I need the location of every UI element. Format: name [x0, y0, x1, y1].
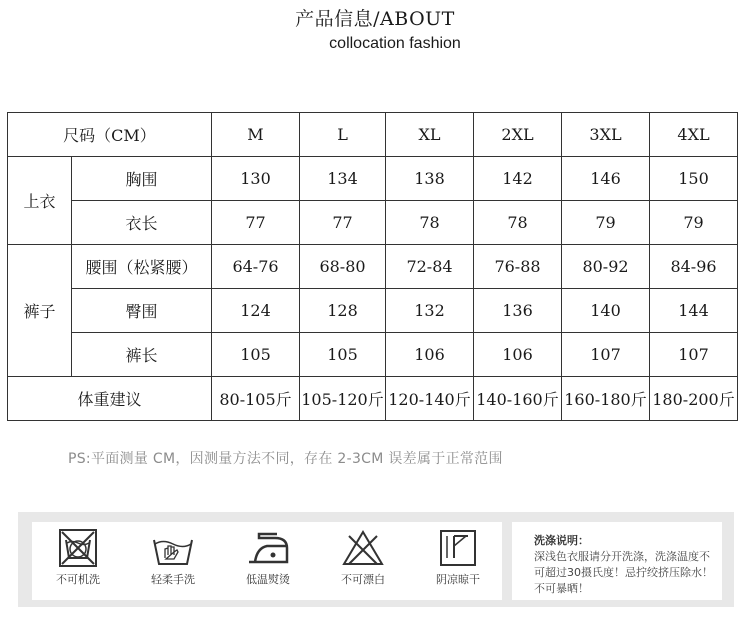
care-item [418, 528, 498, 587]
size-header-cell: XL [386, 113, 474, 157]
group-label: 裤子 [8, 245, 72, 377]
care-label: 不可漂白 [341, 573, 385, 586]
table-cell: 130 [212, 157, 300, 201]
row-label: 臀围 [72, 289, 212, 333]
low-temp-iron-icon [245, 528, 291, 568]
weight-row [8, 377, 738, 421]
table-cell: 78 [386, 201, 474, 245]
table-cell: 77 [300, 201, 386, 245]
table-row [8, 333, 738, 377]
row-label: 裤长 [72, 333, 212, 377]
table-cell: 80-92 [562, 245, 650, 289]
size-header-cell: M [212, 113, 300, 157]
table-cell: 106 [474, 333, 562, 377]
care-icons-box [32, 522, 502, 600]
table-cell: 105-120斤 [300, 377, 386, 421]
table-cell: 132 [386, 289, 474, 333]
table-cell: 140-160斤 [474, 377, 562, 421]
table-cell: 138 [386, 157, 474, 201]
table-cell: 78 [474, 201, 562, 245]
table-cell: 105 [300, 333, 386, 377]
page-title: 产品信息/ABOUT [295, 8, 455, 30]
care-instructions-body: 深浅色衣服请分开洗涤，洗涤温度不可超过30摄氏度！忌拧绞挤压除水！不可暴晒！ [534, 550, 713, 595]
table-cell: 68-80 [300, 245, 386, 289]
size-header-label: 尺码（CM） [8, 113, 212, 157]
table-cell: 64-76 [212, 245, 300, 289]
table-cell: 120-140斤 [386, 377, 474, 421]
care-instructions [512, 522, 722, 600]
care-instructions-title: 洗涤说明： [534, 534, 589, 547]
table-row [8, 289, 738, 333]
row-label: 胸围 [72, 157, 212, 201]
table-row [8, 201, 738, 245]
gentle-hand-wash-icon [151, 528, 195, 568]
table-cell: 144 [650, 289, 738, 333]
table-cell: 140 [562, 289, 650, 333]
table-cell: 107 [562, 333, 650, 377]
size-header-cell: 4XL [650, 113, 738, 157]
measurement-note: PS:平面测量 CM，因测量方法不同，存在 2-3CM 误差属于正常范围 [68, 451, 503, 467]
row-label: 衣长 [72, 201, 212, 245]
table-cell: 79 [650, 201, 738, 245]
shade-dry-icon [438, 528, 478, 568]
page-subtitle: collocation fashion [329, 35, 461, 52]
row-label: 腰围（松紧腰） [72, 245, 212, 289]
table-cell: 146 [562, 157, 650, 201]
group-label: 上衣 [8, 157, 72, 245]
table-cell: 124 [212, 289, 300, 333]
care-label: 轻柔手洗 [151, 573, 195, 586]
care-item [38, 528, 118, 587]
table-cell: 80-105斤 [212, 377, 300, 421]
no-machine-wash-icon [58, 528, 98, 568]
table-cell: 128 [300, 289, 386, 333]
table-cell: 107 [650, 333, 738, 377]
table-cell: 160-180斤 [562, 377, 650, 421]
size-header-cell: 3XL [562, 113, 650, 157]
table-cell: 79 [562, 201, 650, 245]
care-item [228, 528, 308, 587]
size-header-cell: L [300, 113, 386, 157]
size-header-cell: 2XL [474, 113, 562, 157]
table-cell: 72-84 [386, 245, 474, 289]
care-item [323, 528, 403, 587]
table-cell: 150 [650, 157, 738, 201]
table-cell: 134 [300, 157, 386, 201]
table-cell: 76-88 [474, 245, 562, 289]
table-cell: 136 [474, 289, 562, 333]
table-row [8, 157, 738, 201]
table-cell: 84-96 [650, 245, 738, 289]
table-cell: 105 [212, 333, 300, 377]
care-label: 阴凉晾干 [436, 573, 480, 586]
table-row [8, 245, 738, 289]
row-label: 体重建议 [8, 377, 212, 421]
care-label: 低温熨烫 [246, 573, 290, 586]
table-cell: 142 [474, 157, 562, 201]
table-cell: 180-200斤 [650, 377, 738, 421]
care-label: 不可机洗 [56, 573, 100, 586]
care-item [133, 528, 213, 587]
table-cell: 106 [386, 333, 474, 377]
size-table [7, 112, 738, 421]
no-bleach-icon [341, 528, 385, 568]
table-cell: 77 [212, 201, 300, 245]
care-panel [18, 512, 734, 607]
size-header-row [8, 113, 738, 157]
